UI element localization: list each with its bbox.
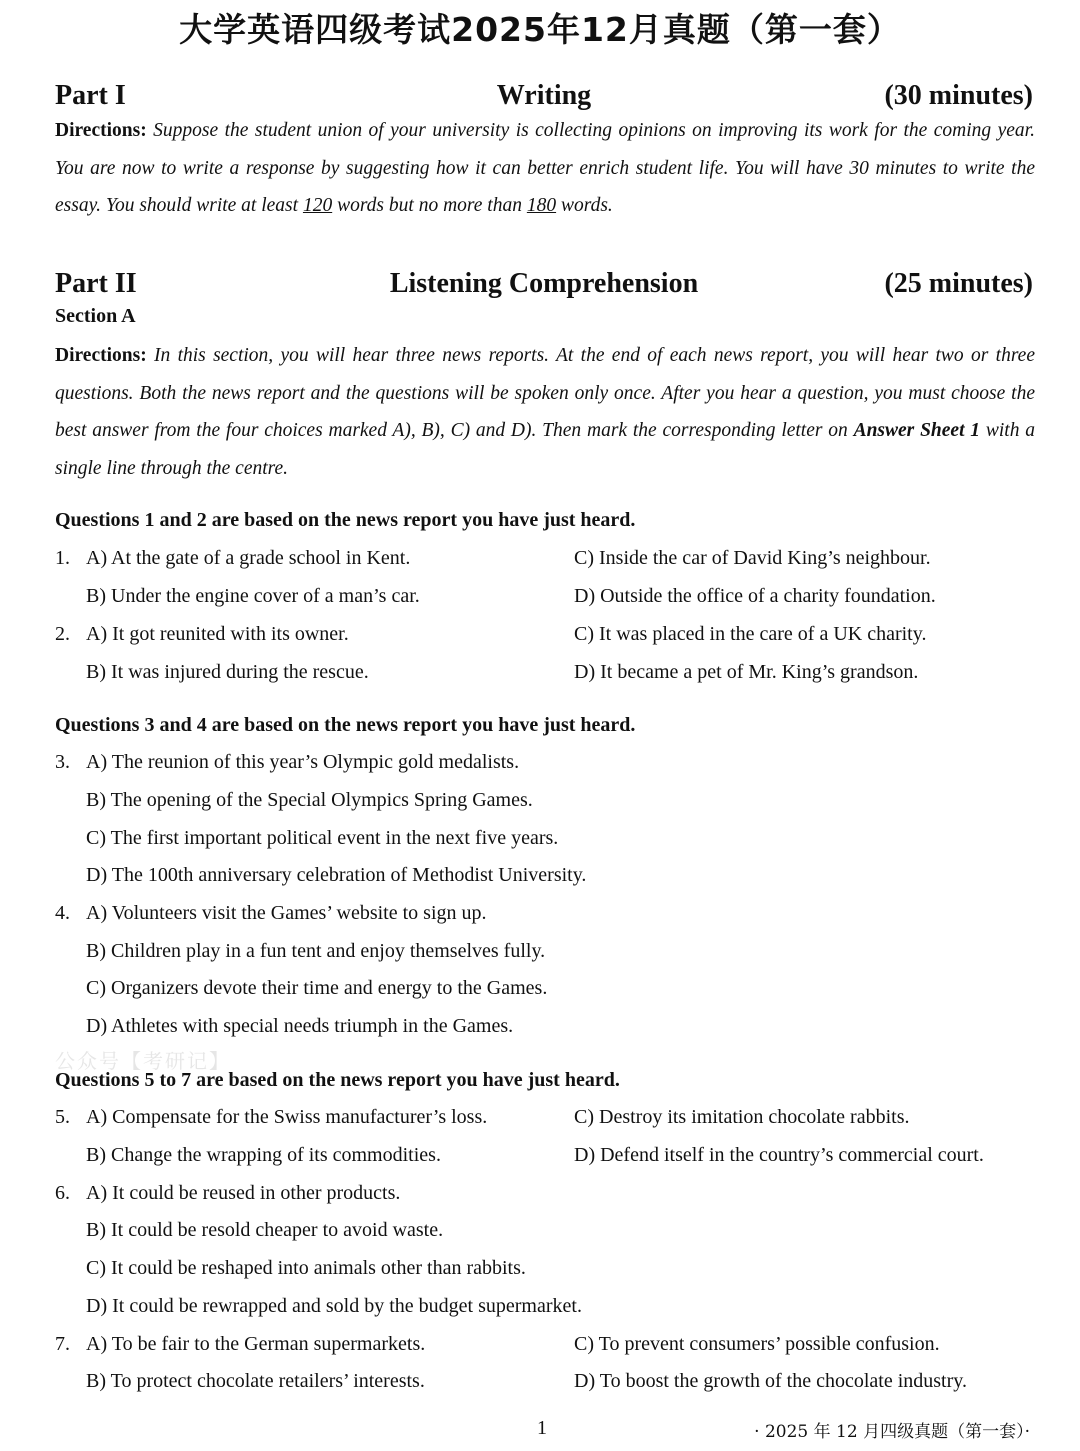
part1-time: (30 minutes) [884,80,1033,111]
q4-option-d: D) Athletes with special needs triumph in the Games. [86,1015,514,1037]
page-number: 1 [537,1417,547,1439]
q2-option-b: B) It was injured during the rescue. [86,661,369,683]
q1-number: 1. [55,547,70,569]
q7-option-d: D) To boost the growth of the chocolate industry. [574,1370,967,1392]
part2-directions-text-2: with a single line through the centre. [55,420,1035,480]
q1-option-a: A) At the gate of a grade school in Kent. [86,547,411,569]
q3-option-c: C) The first important political event in the next five years. [86,827,559,849]
part2-header [55,268,1033,304]
part2-label: Part II [55,268,137,299]
part2-name: Listening Comprehension [389,268,699,299]
part1-min-words: 120 [302,195,333,217]
part1-header [55,80,1033,116]
footer-label: · 2025 年 12 月四级真题（第一套）· [754,1422,1030,1442]
part2-directions-text-1: In this section, you will hear three news reports. At the end of each news report, you will hear two or three questions. Both the news report and the questions will be spoken only once. After you hear a question, you must choose the best answer from the four choices marked A), B), C) and D). Then mark the corresponding letter on [55,345,1035,442]
part1-directions-text-1: Suppose the student union of your university is collecting opinions on improving its work for the coming year. You are now to write a response by suggesting how it can better enrich student life. You will have 30 minutes to write the essay. You should write at least [55,120,1035,217]
part1-directions [55,112,1035,225]
part1-directions-text-2: words but no more than [332,195,527,217]
part2-directions-lead: Directions: [55,345,147,366]
answer-sheet-label: Answer Sheet 1 [853,420,981,442]
q4-option-b: B) Children play in a fun tent and enjoy themselves fully. [86,940,546,962]
q5-option-c: C) Destroy its imitation chocolate rabbits. [574,1106,910,1128]
q7-option-b: B) To protect chocolate retailers’ interests. [86,1370,425,1392]
q4-number: 4. [55,902,70,924]
q4-option-a: A) Volunteers visit the Games’ website to sign up. [86,902,487,924]
part1-directions-lead: Directions: [55,120,147,141]
q7-option-a: A) To be fair to the German supermarkets. [86,1333,426,1355]
q6-option-c: C) It could be reshaped into animals other than rabbits. [86,1257,526,1279]
q3-option-d: D) The 100th anniversary celebration of Methodist University. [86,864,587,886]
q1-option-c: C) Inside the car of David King’s neighbour. [574,547,931,569]
part1-directions-text-3: words. [556,195,613,217]
watermark: 公众号【考研记】 [55,1049,231,1073]
q2-option-d: D) It became a pet of Mr. King’s grandson. [574,661,919,683]
group1-heading: Questions 1 and 2 are based on the news report you have just heard. [55,509,636,531]
q4-option-c: C) Organizers devote their time and energy to the Games. [86,977,548,999]
part1-name: Writing [496,80,592,111]
q5-number: 5. [55,1106,70,1128]
q1-option-d: D) Outside the office of a charity foundation. [574,585,936,607]
q2-option-c: C) It was placed in the care of a UK charity. [574,623,927,645]
part2-time: (25 minutes) [884,268,1033,299]
q7-number: 7. [55,1333,70,1355]
q3-option-b: B) The opening of the Special Olympics Spring Games. [86,789,533,811]
q3-number: 3. [55,751,70,773]
q7-option-c: C) To prevent consumers’ possible confusion. [574,1333,940,1355]
q5-option-b: B) Change the wrapping of its commodities. [86,1144,441,1166]
part1-label: Part I [55,80,126,111]
q1-option-b: B) Under the engine cover of a man’s car. [86,585,420,607]
q6-number: 6. [55,1182,70,1204]
q6-option-b: B) It could be resold cheaper to avoid waste. [86,1219,444,1241]
q5-option-d: D) Defend itself in the country’s commercial court. [574,1144,984,1166]
section-a-label: Section A [55,305,136,327]
part1-max-words: 180 [526,195,557,217]
page-title: 大学英语四级考试2025年12月真题（第一套） [179,10,901,49]
group3-heading: Questions 5 to 7 are based on the news report you have just heard. [55,1069,620,1091]
q6-option-a: A) It could be reused in other products. [86,1182,401,1204]
q2-option-a: A) It got reunited with its owner. [86,623,349,645]
q5-option-a: A) Compensate for the Swiss manufacturer’s loss. [86,1106,488,1128]
part2-directions [55,337,1035,488]
q6-option-d: D) It could be rewrapped and sold by the budget supermarket. [86,1295,582,1317]
q3-option-a: A) The reunion of this year’s Olympic gold medalists. [86,751,520,773]
q2-number: 2. [55,623,70,645]
group2-heading: Questions 3 and 4 are based on the news report you have just heard. [55,714,636,736]
